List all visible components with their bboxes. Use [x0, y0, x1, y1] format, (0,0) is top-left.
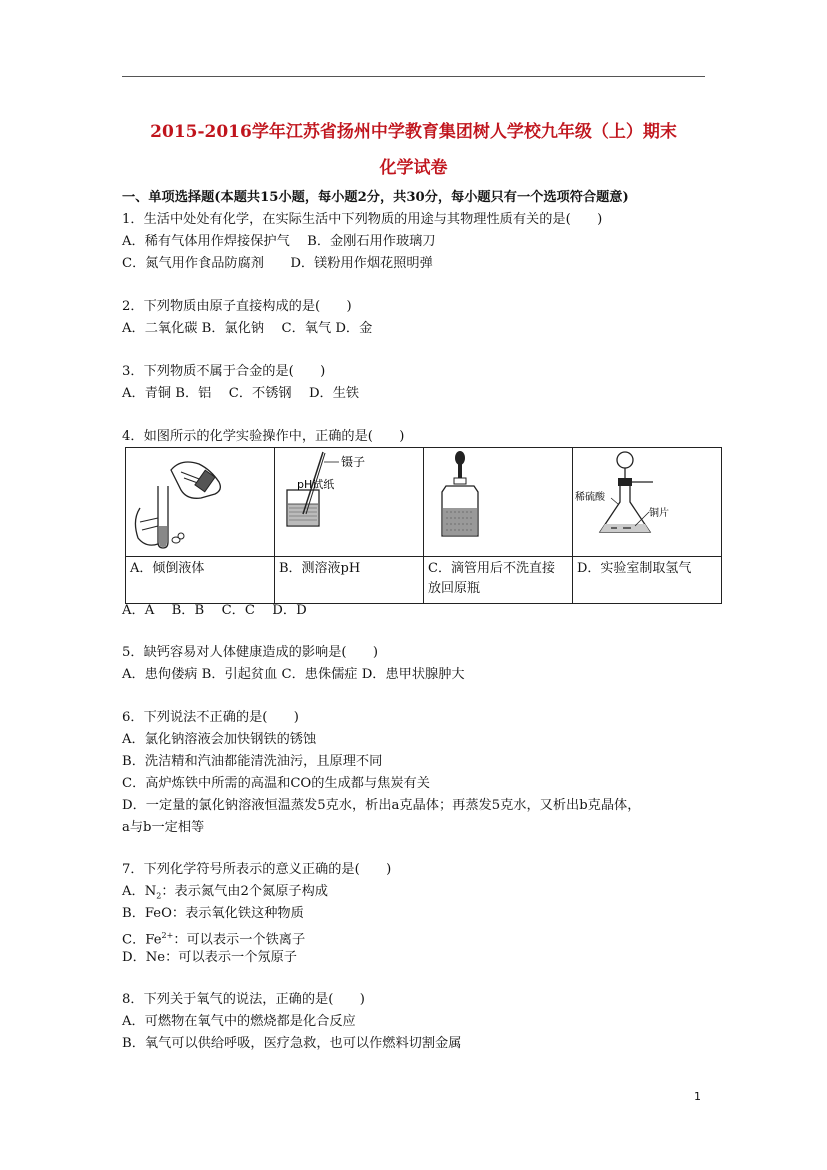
- q6-option-a: A．氯化钠溶液会加快钢铁的锈蚀: [122, 732, 317, 747]
- q3-options: A．青铜 B．铝 C．不锈钢 D．生铁: [122, 386, 360, 401]
- tweezers-label: 镊子: [341, 455, 366, 469]
- ph-test-illustration: [275, 448, 423, 556]
- copper-sheet-label: 铜片: [649, 508, 669, 519]
- q3-stem: 3．下列物质不属于合金的是( ): [122, 364, 326, 379]
- q6-option-b: B．洗洁精和汽油都能清洗油污，且原理不同: [122, 754, 383, 769]
- q1-options-ab: A．稀有气体用作焊接保护气 B．金刚石用作玻璃刀: [122, 234, 436, 249]
- q6-option-c: C．高炉炼铁中所需的高温和CO的生成都与焦炭有关: [122, 776, 430, 791]
- q4-figure-a: [126, 448, 275, 557]
- q4-figure-d: [573, 448, 722, 557]
- header-rule: [122, 76, 705, 77]
- q6-option-d-line1: D．一定量的氯化钠溶液恒温蒸发5克水，析出a克晶体；再蒸发5克水，又析出b克晶体，: [122, 798, 641, 813]
- q4-caption-b: B．测溶液pH: [279, 561, 361, 576]
- hydrogen-apparatus-illustration: [573, 448, 721, 556]
- q4-caption-c-line2: 放回原瓶: [428, 581, 481, 596]
- q5-options: A．患佝偻病 B．引起贫血 C．患侏儒症 D．患甲状腺肿大: [122, 667, 465, 682]
- dropper-bottle-illustration: [424, 448, 572, 556]
- q6-stem: 6．下列说法不正确的是( ): [122, 710, 299, 725]
- q1-stem: 1．生活中处处有化学，在实际生活中下列物质的用途与其物理性质有关的是( ): [122, 212, 603, 227]
- page-number: 1: [694, 1090, 701, 1103]
- q4-caption-c-line1: C．滴管用后不洗直接: [428, 561, 555, 576]
- q4-figure-b: [275, 448, 424, 557]
- q7-option-d: D．Ne：可以表示一个氖原子: [122, 950, 297, 965]
- q4-caption-a: A．倾倒液体: [130, 561, 205, 576]
- q6-option-d-line2: a与b一定相等: [122, 820, 205, 835]
- ph-paper-label: pH试纸: [297, 478, 335, 491]
- q2-stem: 2．下列物质由原子直接构成的是( ): [122, 299, 352, 314]
- q8-option-b: B．氧气可以供给呼吸，医疗急救，也可以作燃料切割金属: [122, 1036, 462, 1051]
- q4-caption-d: D．实验室制取氢气: [577, 561, 692, 576]
- q5-stem: 5．缺钙容易对人体健康造成的影响是( ): [122, 645, 379, 660]
- title-line-1: 2015-2016学年江苏省扬州中学教育集团树人学校九年级（上）期末: [150, 122, 677, 142]
- q8-option-a: A．可燃物在氧气中的燃烧都是化合反应: [122, 1014, 356, 1029]
- section-heading: 一、单项选择题(本题共15小题，每小题2分，共30分，每小题只有一个选项符合题意): [122, 190, 629, 205]
- q2-options: A．二氧化碳 B．氯化钠 C．氧气 D．金: [122, 321, 373, 336]
- dilute-sulfuric-acid-label: 稀硫酸: [575, 492, 605, 503]
- title-line-2: 化学试卷: [379, 158, 448, 178]
- pouring-liquid-illustration: [126, 448, 274, 556]
- q7-option-b: B．FeO：表示氧化铁这种物质: [122, 906, 304, 921]
- q7-stem: 7．下列化学符号所表示的意义正确的是( ): [122, 862, 392, 877]
- q7-option-c: C．$Fe^{2+}$：可以表示一个铁离子: [122, 931, 306, 948]
- q4-figure-c: [424, 448, 573, 557]
- q1-options-cd: C．氮气用作食品防腐剂 D．镁粉用作烟花照明弹: [122, 256, 433, 271]
- q4-options: A．A B．B C．C D．D: [122, 603, 307, 618]
- q4-figure-table: [125, 447, 722, 604]
- q7-option-a: A．$N_2$：表示氮气由2个氮原子构成: [122, 884, 328, 901]
- q4-stem: 4．如图所示的化学实验操作中，正确的是( ): [122, 429, 405, 444]
- q8-stem: 8．下列关于氧气的说法，正确的是( ): [122, 992, 365, 1007]
